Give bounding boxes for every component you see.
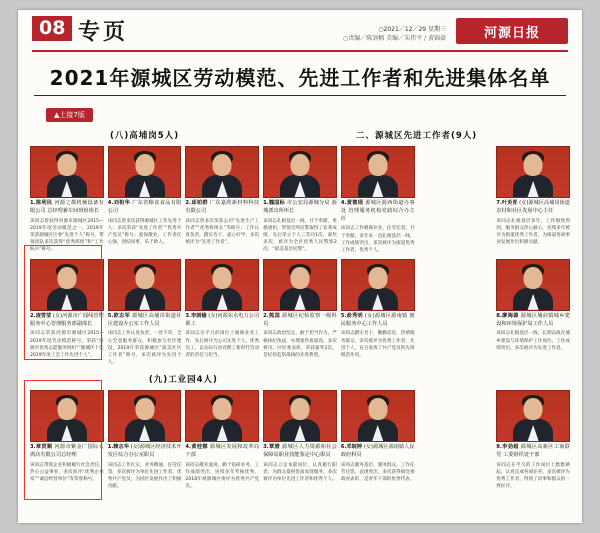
person-card	[185, 259, 259, 366]
person-org: 广东嘉欣新材料科技有限公司	[185, 200, 260, 214]
person-card	[496, 390, 570, 490]
portrait-photo	[108, 146, 182, 198]
person-org: 源城区高新区工商联党 工委组织处干部	[496, 443, 570, 458]
portrait-photo	[30, 259, 104, 311]
person-blurb: 该同志扎根基层多年，工作细致周到，服务群众热心耐心，连续多年被评为街道优秀工作者，为街道各项事业发展作出积极贡献。	[496, 218, 570, 245]
person-card	[263, 146, 337, 254]
portrait-photo	[496, 259, 570, 311]
person-blurb: 该同志工作扎实，业务精通，任劳任怨，多次被评为单位先进工作者、优秀共产党员，为园区发展作出了积极贡献。	[107, 462, 182, 489]
page-title: 2021年源城区劳动模范、先进工作者和先进集体名单	[49, 66, 551, 90]
portrait-photo	[263, 259, 337, 311]
person-org: (女)河源东水电力公司职工	[185, 312, 260, 327]
portrait-photo	[108, 390, 182, 442]
masthead	[32, 16, 568, 52]
person-blurb: 该同志工作兢兢业业、任劳任怨，甘于奉献，多年来一直扎根基层一线，工作成绩突出，多次被评为街道优秀工作者、优秀个人。	[340, 226, 415, 253]
person-org: 河源市紫金广国际大酒店有限公司总经理	[30, 443, 104, 458]
person-name-org	[185, 200, 259, 216]
portrait-photo	[263, 390, 337, 442]
person-name-org	[263, 200, 337, 216]
person-card	[185, 146, 259, 254]
person-name: 6.邓皖婷	[340, 443, 363, 450]
person-blurb: 该同志在平凡的工作岗位上默默耕耘，认真完成各项任务，多次被评为优秀工作者，得到了同事和群众的一致好评。	[496, 462, 570, 489]
person-name-org	[341, 200, 415, 223]
person-card	[341, 259, 415, 366]
person-blurb: 该同志带领企业积极履行社会责任，热心公益事业，多次获评“优秀企业家”“诚信经营单位”等荣誉称号。	[30, 462, 104, 482]
person-name: 5.欧志军	[107, 312, 131, 319]
person-card	[496, 146, 570, 254]
dateline-date: ○2021／12／29 星期三	[378, 26, 446, 33]
person-card	[108, 390, 182, 490]
person-blurb: 该同志敬业爱岗，勤于钻研业务，工作成绩突出，连续多年考核优秀，2018年被源城区委评为优秀共产党员。	[185, 462, 260, 489]
person-row-2	[30, 259, 570, 366]
person-name: 4.黄微瑶	[340, 200, 364, 206]
person-name: 2.邱柏群	[185, 200, 208, 206]
person-name: 9.李劲超	[496, 443, 519, 450]
person-name: 3.章贯顺	[30, 443, 53, 450]
person-org: 源城区源西街道办事处 管理服务机构党政综合办主任	[340, 200, 415, 222]
person-blurb: 该同志政治坚定，敢于担当作为，严格执纪执法，办理案件质量高，多次被市、区纪委表彰，荣获嘉奖2次，是纪检监察战线的先进典型。	[263, 331, 337, 358]
person-name-org	[496, 444, 570, 460]
person-blurb: 该同志服务基层、服务群众，工作任劳任怨，表现突出，多次获得镇党委政府表彰，是青年干部的优秀代表。	[340, 462, 415, 482]
person-name: 8.廖海源	[496, 312, 519, 319]
section-header-3: (九)工业园4人)	[148, 374, 218, 385]
person-org: 广东省粮食食品有限公司	[107, 200, 182, 214]
person-blurb: 该同志扎根基层一线，长期奋战在城乡建设与环境保护工作岗位，工作成绩突出，多次被评为先进工作者。	[496, 331, 570, 351]
person-name: 4.刘柏华	[107, 200, 131, 206]
continued-banner: ▲上接7版	[46, 108, 93, 122]
person-org: 河源之都机械设备有限公司 总经理兼车间班组组长	[30, 200, 104, 214]
person-name: 2.凌雪莹	[30, 312, 52, 319]
person-name: 2.熊国	[263, 312, 281, 319]
person-org: 源城区发展和改革局干部	[185, 443, 260, 458]
person-org: 源城区纪检监察一级科员	[263, 312, 337, 327]
person-blurb: 该同志扎根基层一线，甘于奉献，勇挑重担，带领全所民警取得了显著成绩，先后荣立个人三等功1次、嘉奖多次，被评为全区优秀人民警察2次、“最美基层民警”。	[263, 218, 337, 253]
person-org: (女)源城区源南镇人民政府科员	[340, 443, 415, 458]
person-name-org	[108, 200, 182, 216]
section-header-1: (八)高埔岗5人)	[110, 131, 180, 141]
portrait-photo	[185, 390, 259, 442]
page-section-word: 专页	[78, 20, 129, 45]
person-name-org	[30, 200, 104, 216]
person-card	[263, 259, 337, 366]
person-card	[30, 259, 104, 366]
person-name-org	[108, 444, 182, 460]
person-blurb: 该同志曾多次获得源城区工作先进个人；多次荣获“先进工作者”“优秀共产党员”称号；爱岗敬业，工作责任心强，团结同事，乐于助人。	[107, 218, 182, 245]
portrait-photo	[30, 146, 104, 198]
person-blurb: 该同志踏实肯干，勤勤恳恳，热情服务群众，多次被评为优秀工作者、先进个人，充分发挥了共产党员的先锋模范作用。	[340, 331, 415, 358]
person-name-org	[185, 313, 259, 329]
person-card	[341, 390, 415, 490]
person-name-org	[341, 313, 415, 329]
person-blurb: 该同志工作认真负责、一丝不苟，全心全意服务群众，积极参与社区建设，2019年荣获源城区“最美社区工作者”称号，多次被评为先进个人。	[107, 331, 182, 365]
person-org: (女)源城区经济技术开发区综合办公室职员	[107, 443, 182, 458]
person-blurb: 该同志曾获得河源市源城区2015—2019年度劳动模范之一，2019年荣获源城区区委“先进个人”称号，带领团队多次获得“优秀班组”和“工作标兵”称号。	[30, 218, 104, 253]
person-name-org	[341, 444, 415, 460]
portrait-photo	[341, 259, 415, 311]
portrait-photo	[185, 146, 259, 198]
person-name: 1.赖志华	[107, 443, 129, 450]
portrait-photo	[496, 146, 570, 198]
person-org: 源城区高埔岗街道社区建设办公室工作人员	[107, 312, 182, 327]
person-blurb: 该同志在平凡的岗位上兢兢业业工作，先后被评为公司先进个人、优秀员工，以实际行动诠释了新时代劳动者的责任与担当。	[185, 331, 260, 358]
newspaper-page	[18, 10, 582, 523]
portrait-photo	[496, 390, 570, 442]
person-card	[263, 390, 337, 490]
person-name-org	[263, 313, 337, 329]
person-name: 1.陈利民	[30, 200, 53, 206]
person-org: 源城区人力资源和社会保障局职业技能鉴定中心职员	[263, 443, 337, 458]
person-name: 3.李朗榆	[185, 312, 207, 319]
person-card	[496, 259, 570, 366]
portrait-photo	[30, 390, 104, 442]
dateline	[343, 25, 446, 43]
person-blurb: 该同志曾多次荣获公司“先进生产工作者”“优秀班组长”等称号；工作认真负责，踏实肯干，虚心好学，多次被评为“先进工作者”。	[185, 218, 260, 245]
person-row-3	[30, 390, 570, 490]
person-name: 5.俞秀明	[340, 312, 363, 319]
newspaper-logo: 河源日报	[456, 18, 568, 44]
person-blurb: 该同志荣获河源市源城区2015—2019年度劳动模范称号，荣获“河源市优秀志愿服务组织”“源城区十佳2019年度工会工作先进个人”。	[30, 331, 104, 358]
page-number: 08	[32, 16, 72, 41]
person-name-org	[263, 444, 337, 460]
person-org: (女)源城区高埔岗街道农村和社区发展中心主任	[496, 200, 570, 214]
person-name-org	[108, 313, 182, 329]
person-org: (女)源城区源南镇 便民服务中心工作人员	[340, 312, 415, 327]
person-name-org	[30, 313, 104, 329]
person-org: 源城区埔前镇城乡建设和环境保护局工作人员	[496, 312, 570, 327]
person-name: 1.魏国标	[263, 200, 286, 206]
dateline-credits: ○责编／陈剑枫 美编／朱伟平 / 黄锦豪	[343, 35, 446, 42]
person-card	[30, 146, 104, 254]
person-card	[108, 146, 182, 254]
person-name-org	[496, 313, 570, 329]
portrait-photo	[108, 259, 182, 311]
portrait-photo	[185, 259, 259, 311]
person-card	[341, 146, 415, 254]
person-name: 7.叶炎育	[496, 200, 518, 206]
person-card	[185, 390, 259, 490]
person-org: (女)河源市广闻线管理服务中心管理服务部副部长	[30, 312, 104, 327]
person-card	[30, 390, 104, 490]
person-name-org	[30, 444, 104, 460]
person-org: 市公安局源城分局 源城派出所所长	[263, 200, 337, 214]
person-card	[108, 259, 182, 366]
person-blurb: 该同志立足本职岗位，认真履行职责，为群众提供优质高效服务，多次被评为单位先进工作者和优秀个人。	[263, 462, 337, 482]
portrait-photo	[263, 146, 337, 198]
person-row-1	[30, 146, 570, 254]
portrait-photo	[341, 390, 415, 442]
content-area	[18, 102, 582, 490]
person-name: 4.黄桂娜	[185, 443, 208, 450]
title-rule	[34, 95, 566, 96]
person-name: 3.覃腊	[263, 443, 281, 450]
person-name-org	[185, 444, 259, 460]
person-name-org	[496, 200, 570, 216]
portrait-photo	[341, 146, 415, 198]
section-header-2: 二、源城区先进工作者(9人)	[355, 131, 478, 141]
